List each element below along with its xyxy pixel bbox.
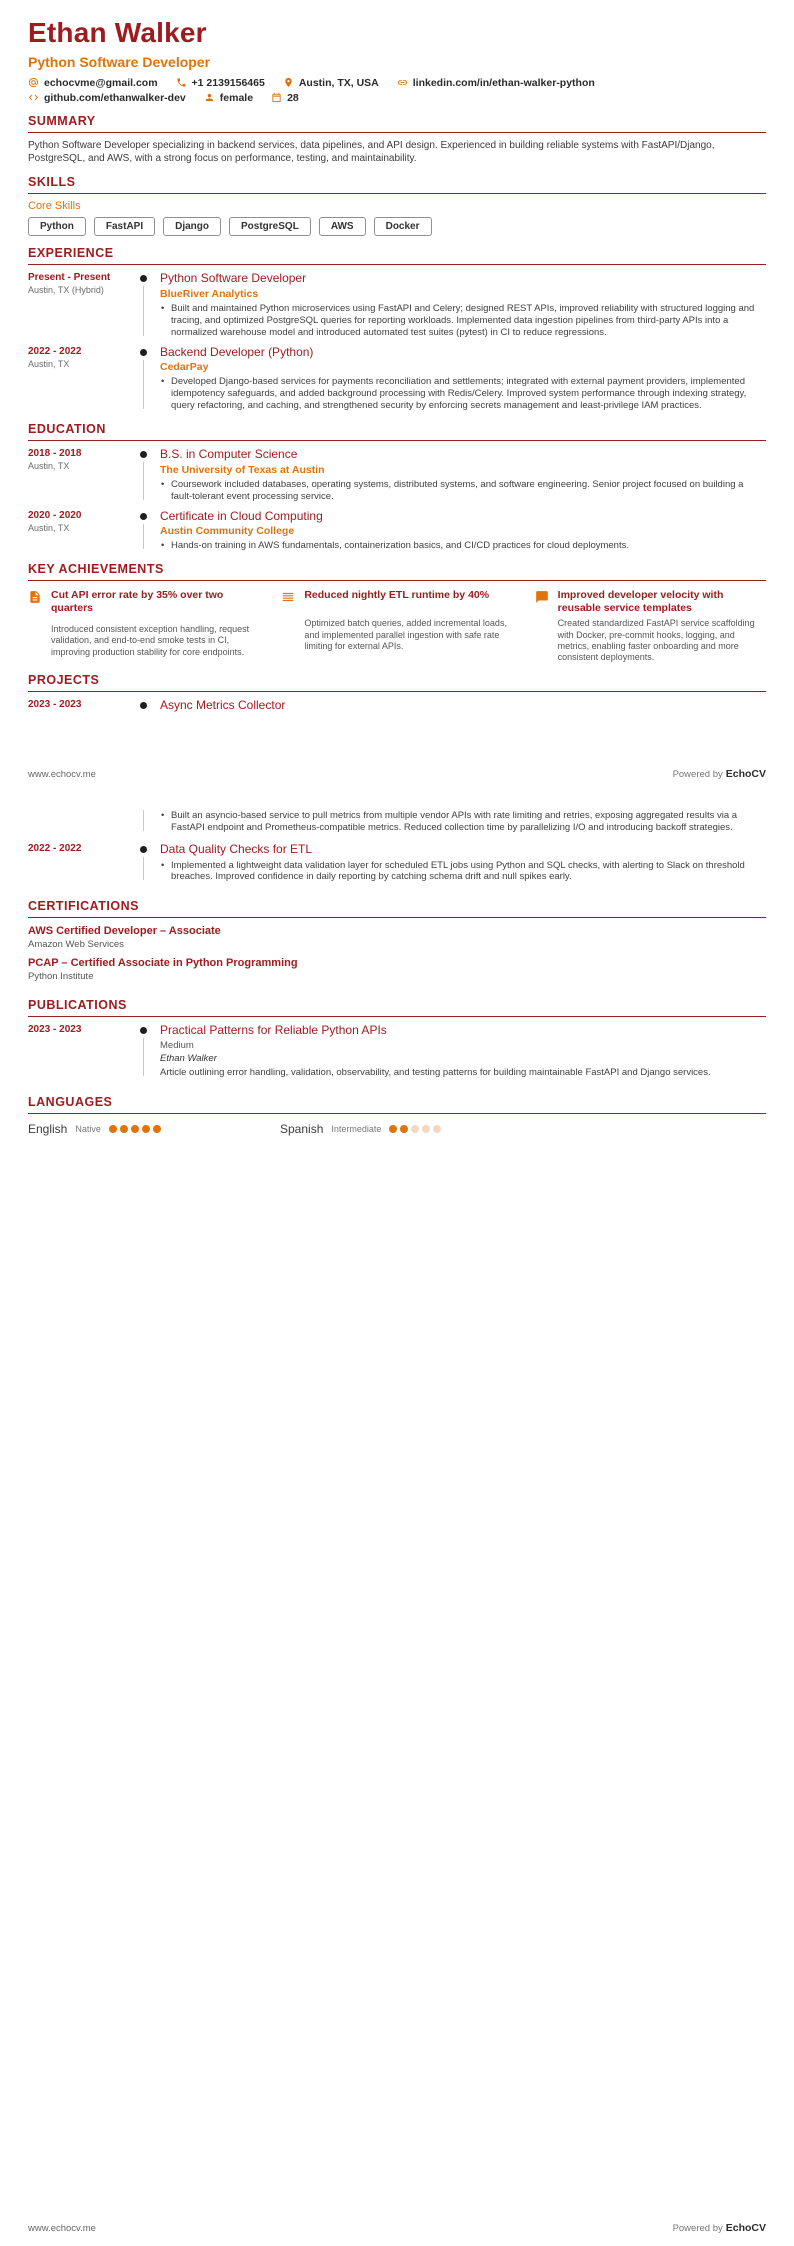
timeline-line bbox=[143, 462, 144, 500]
experience-entry bbox=[28, 272, 766, 338]
page-1 bbox=[0, 0, 794, 792]
skills-group-label: Core Skills bbox=[28, 200, 81, 213]
projects-section bbox=[28, 673, 766, 713]
publication-entry bbox=[28, 1024, 766, 1079]
project-bullet: • Implemented a lightweight data validation layer for scheduled ETL jobs using Python and SQL checks, with alerting to Slack on threshold breaches. Improved confidence in daily reporting by catching schema drift and null spikes early. bbox=[160, 860, 766, 884]
certification-name: PCAP – Certified Associate in Python Programming bbox=[28, 957, 298, 970]
skill-chip: Docker bbox=[374, 217, 432, 236]
person-name: Ethan Walker bbox=[28, 17, 207, 48]
proficiency-dot bbox=[411, 1125, 419, 1133]
publication-description: Article outlining error handling, validation, observability, and testing patterns for building maintainable FastAPI and Django services. bbox=[160, 1067, 711, 1079]
skills-heading: SKILLS bbox=[28, 175, 766, 194]
experience-role: Python Software Developer bbox=[160, 271, 307, 286]
footer-site-link[interactable]: www.echocv.me bbox=[28, 2222, 96, 2234]
education-dates: 2018 - 2018 bbox=[28, 448, 82, 460]
certification-name: AWS Certified Developer – Associate bbox=[28, 925, 221, 938]
language-proficiency-dots bbox=[389, 1125, 441, 1133]
publications-heading: PUBLICATIONS bbox=[28, 998, 766, 1017]
job-title: Python Software Developer bbox=[28, 53, 211, 70]
brand-link[interactable]: EchoCV bbox=[725, 768, 766, 780]
summary-text: Python Software Developer specializing in backend services, data pipelines, and API design. Experienced in building reliable systems with FastAPI/Django, PostgreSQL, and AWS, with a strong focus on performance, testing, and maintainability. bbox=[28, 139, 715, 164]
achievements-heading: KEY ACHIEVEMENTS bbox=[28, 562, 766, 581]
education-section bbox=[28, 422, 766, 552]
project-entry bbox=[28, 843, 766, 884]
timeline-dot-icon bbox=[140, 513, 147, 520]
brand-link[interactable]: EchoCV bbox=[725, 2222, 766, 2234]
language-item bbox=[28, 1122, 280, 1136]
timeline-dot-icon bbox=[140, 1027, 147, 1034]
footer-powered-by bbox=[673, 2222, 766, 2234]
education-school: Austin Community College bbox=[160, 525, 295, 538]
timeline-line bbox=[143, 857, 144, 881]
language-item bbox=[280, 1122, 532, 1136]
location-icon bbox=[283, 77, 294, 88]
experience-location: Austin, TX bbox=[28, 358, 70, 369]
certification-issuer: Python Institute bbox=[28, 971, 94, 983]
achievement-text: Optimized batch queries, added incremental loads, and implemented parallel ingestion with safe rate limiting for external APIs. bbox=[304, 618, 507, 651]
project-entry-continuation bbox=[28, 808, 766, 834]
education-bullet: • Hands-on training in AWS fundamentals, containerization basics, and CI/CD practices for cloud deployments. bbox=[160, 540, 766, 552]
timeline bbox=[140, 346, 160, 412]
link-icon bbox=[397, 77, 408, 88]
powered-by-label: Powered by bbox=[672, 2223, 723, 2234]
proficiency-dot bbox=[433, 1125, 441, 1133]
person-icon bbox=[204, 92, 215, 103]
page-footer bbox=[28, 768, 766, 780]
language-proficiency-dots bbox=[109, 1125, 161, 1133]
timeline-dot-icon bbox=[140, 275, 147, 282]
timeline-line bbox=[143, 810, 144, 831]
timeline bbox=[140, 843, 160, 884]
experience-company: CedarPay bbox=[160, 361, 209, 374]
project-title: Async Metrics Collector bbox=[160, 698, 286, 713]
publication-publisher: Medium bbox=[160, 1040, 194, 1052]
education-school: The University of Texas at Austin bbox=[160, 463, 325, 476]
experience-dates: Present - Present bbox=[28, 272, 111, 284]
timeline-line bbox=[143, 360, 144, 409]
education-entry bbox=[28, 448, 766, 503]
achievement-text: Created standardized FastAPI service scaffolding with Docker, pre-commit hooks, logging, and metrics, enabling faster onboarding and more consistent deployments. bbox=[557, 618, 755, 663]
summary-heading: SUMMARY bbox=[28, 114, 766, 133]
timeline-dot-icon bbox=[140, 846, 147, 853]
education-degree: Certificate in Cloud Computing bbox=[160, 508, 323, 523]
experience-company: BlueRiver Analytics bbox=[160, 287, 259, 300]
contact-age-text: 28 bbox=[287, 91, 299, 104]
timeline bbox=[140, 272, 160, 338]
experience-role: Backend Developer (Python) bbox=[160, 344, 314, 359]
publications-section bbox=[28, 998, 766, 1079]
skill-chip: Python bbox=[28, 217, 86, 236]
timeline-dot-icon bbox=[140, 702, 147, 709]
proficiency-dot bbox=[400, 1125, 408, 1133]
experience-location: Austin, TX (Hybrid) bbox=[28, 285, 104, 296]
experience-dates: 2022 - 2022 bbox=[28, 345, 82, 357]
timeline bbox=[140, 699, 160, 713]
summary-section bbox=[28, 114, 766, 165]
certification-entry bbox=[28, 957, 766, 982]
timeline bbox=[140, 1024, 160, 1079]
proficiency-dot bbox=[142, 1125, 150, 1133]
contact-linkedin-text: linkedin.com/in/ethan-walker-python bbox=[412, 76, 595, 89]
contact-gender bbox=[204, 92, 253, 104]
skill-chip: Django bbox=[163, 217, 221, 236]
contact-github[interactable] bbox=[28, 92, 186, 104]
timeline-line bbox=[143, 524, 144, 550]
timeline-dot-icon bbox=[140, 349, 147, 356]
projects-heading: PROJECTS bbox=[28, 673, 766, 692]
project-dates: 2023 - 2023 bbox=[28, 699, 82, 711]
education-heading: EDUCATION bbox=[28, 422, 766, 441]
contact-age bbox=[271, 92, 299, 104]
achievements-grid bbox=[28, 581, 766, 663]
achievement-item bbox=[535, 589, 766, 663]
certification-issuer: Amazon Web Services bbox=[28, 939, 124, 951]
experience-bullet: • Developed Django-based services for payments reconciliation and settlements; integrated with external payment providers, implemented idempotency safeguards, and added background processing with Redis/Celery. Improved system performance through indexing strategy, query refactoring, and caching, and strengthened security by enforcing secrets management and least-privilege IAM practices. bbox=[160, 376, 766, 412]
footer-site-link[interactable]: www.echocv.me bbox=[28, 768, 96, 780]
proficiency-dot bbox=[131, 1125, 139, 1133]
proficiency-dot bbox=[120, 1125, 128, 1133]
education-entry bbox=[28, 510, 766, 553]
project-dates: 2022 - 2022 bbox=[28, 842, 82, 854]
project-bullet: • Built an asyncio-based service to pull metrics from multiple vendor APIs with rate limiting and retries, exposing aggregated results via a FastAPI endpoint and Prometheus-compatible metrics. Reduced collection time by parallelizing I/O and introducing backoff strategies. bbox=[160, 810, 766, 834]
skill-chip: PostgreSQL bbox=[229, 217, 311, 236]
proficiency-dot bbox=[153, 1125, 161, 1133]
chat-icon bbox=[535, 590, 549, 604]
skills-section bbox=[28, 175, 766, 236]
code-icon bbox=[28, 92, 39, 103]
achievement-item bbox=[28, 589, 259, 663]
timeline bbox=[140, 510, 160, 553]
skill-chip-list bbox=[28, 217, 766, 236]
certification-entry bbox=[28, 925, 766, 950]
contact-row bbox=[28, 77, 766, 104]
language-level: Native bbox=[75, 1124, 101, 1135]
document-icon bbox=[28, 590, 42, 604]
achievement-title: Reduced nightly ETL runtime by 40% bbox=[304, 589, 490, 602]
contact-linkedin[interactable] bbox=[397, 77, 595, 89]
language-name: English bbox=[28, 1122, 68, 1137]
skill-chip: FastAPI bbox=[94, 217, 155, 236]
certifications-section bbox=[28, 899, 766, 982]
page-footer bbox=[28, 2222, 766, 2234]
experience-section bbox=[28, 246, 766, 412]
education-bullet: • Coursework included databases, operating systems, distributed systems, and software engineering. Senior project focused on building a fault-tolerant event processing service. bbox=[160, 479, 766, 503]
language-level: Intermediate bbox=[331, 1124, 382, 1135]
education-location: Austin, TX bbox=[28, 461, 70, 472]
education-dates: 2020 - 2020 bbox=[28, 509, 82, 521]
contact-location bbox=[283, 77, 379, 89]
certifications-heading: CERTIFICATIONS bbox=[28, 899, 766, 918]
publication-author: Ethan Walker bbox=[160, 1053, 217, 1065]
timeline-dot-icon bbox=[140, 451, 147, 458]
languages-heading: LANGUAGES bbox=[28, 1095, 766, 1114]
contact-phone-text: +1 2139156465 bbox=[191, 76, 265, 89]
page-2 bbox=[0, 792, 794, 2246]
languages-list bbox=[28, 1114, 766, 1136]
publication-dates: 2023 - 2023 bbox=[28, 1024, 82, 1036]
powered-by-label: Powered by bbox=[672, 769, 723, 780]
contact-email[interactable] bbox=[28, 77, 158, 89]
languages-section bbox=[28, 1095, 766, 1136]
contact-location-text: Austin, TX, USA bbox=[298, 76, 379, 89]
education-degree: B.S. in Computer Science bbox=[160, 447, 298, 462]
publication-title: Practical Patterns for Reliable Python APIs bbox=[160, 1023, 387, 1038]
calendar-icon bbox=[271, 92, 282, 103]
achievements-section bbox=[28, 562, 766, 663]
proficiency-dot bbox=[109, 1125, 117, 1133]
experience-heading: EXPERIENCE bbox=[28, 246, 766, 265]
timeline-line bbox=[143, 1038, 144, 1076]
project-entry bbox=[28, 699, 766, 713]
phone-icon bbox=[176, 77, 187, 88]
contact-github-text: github.com/ethanwalker-dev bbox=[44, 91, 186, 104]
achievement-title: Improved developer velocity with reusable service templates bbox=[557, 589, 724, 615]
achievement-text: Introduced consistent exception handling, request validation, and end-to-end smoke tests in CI, improving production stability for core endpoints. bbox=[51, 624, 250, 657]
timeline bbox=[140, 448, 160, 503]
list-icon bbox=[281, 590, 295, 604]
achievement-title: Cut API error rate by 35% over two quarters bbox=[51, 589, 224, 615]
experience-entry bbox=[28, 346, 766, 412]
email-icon bbox=[28, 77, 39, 88]
proficiency-dot bbox=[389, 1125, 397, 1133]
experience-bullet: • Built and maintained Python microservices using FastAPI and Celery; designed REST APIs, improved reliability with structured logging and tracing, and optimized PostgreSQL queries for reporting workloads. Implemented data ingestion pipelines from third-party APIs into a normalized warehouse model and introduced automated test suites (pytest) in CI to reduce regressions. bbox=[160, 303, 766, 339]
footer-powered-by bbox=[673, 768, 766, 780]
contact-email-text: echocvme@gmail.com bbox=[44, 76, 158, 89]
education-location: Austin, TX bbox=[28, 522, 70, 533]
contact-gender-text: female bbox=[219, 91, 254, 104]
timeline-line bbox=[143, 286, 144, 335]
achievement-item bbox=[281, 589, 512, 663]
project-title: Data Quality Checks for ETL bbox=[160, 841, 313, 856]
skill-chip: AWS bbox=[319, 217, 366, 236]
proficiency-dot bbox=[422, 1125, 430, 1133]
language-name: Spanish bbox=[280, 1122, 324, 1137]
contact-phone[interactable] bbox=[176, 77, 265, 89]
timeline bbox=[140, 808, 160, 834]
